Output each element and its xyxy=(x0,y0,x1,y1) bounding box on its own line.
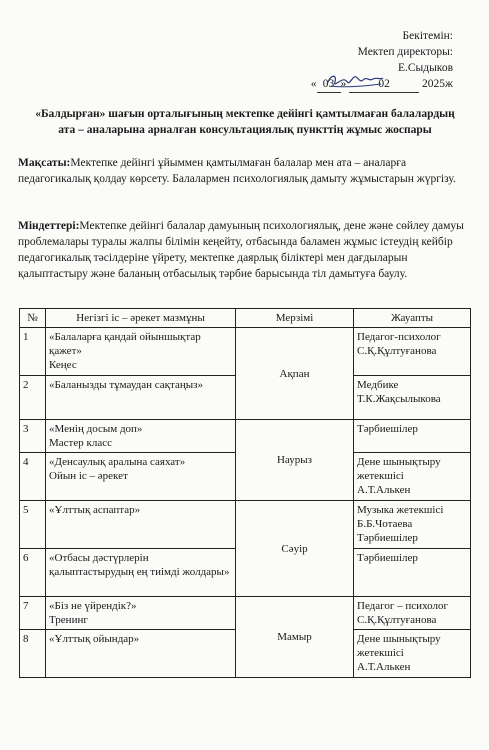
table-row xyxy=(20,501,471,549)
table-row xyxy=(20,420,471,453)
row-content: «Баланызды тұмаудан сақтаңыз» xyxy=(46,376,236,420)
row-period: Сәуір xyxy=(236,501,354,597)
table-row xyxy=(20,328,471,376)
row-num: 2 xyxy=(20,376,46,420)
row-content: «Балаларға қандай ойыншықтар қажет» Кеңес xyxy=(46,328,236,376)
row-content: «Менің досым доп» Мастер класс xyxy=(46,420,236,453)
row-period: Наурыз xyxy=(236,420,354,501)
row-num: 7 xyxy=(20,597,46,630)
row-num: 3 xyxy=(20,420,46,453)
header-num: № xyxy=(20,309,46,328)
signature-image xyxy=(325,70,385,92)
row-num: 6 xyxy=(20,549,46,597)
date-month: 02 xyxy=(349,76,419,93)
date-day: 03 xyxy=(317,76,341,93)
director-name: Е.Сыдыков xyxy=(397,62,453,74)
tasks-label: Міндеттері: xyxy=(18,220,80,232)
header-content: Негізгі іс – әрекет мазмұны xyxy=(46,309,236,328)
director-title: Мектеп директоры: xyxy=(357,46,453,58)
row-responsible: Тәрбиешілер xyxy=(354,549,471,597)
header-period: Мерзімі xyxy=(236,309,354,328)
title-line-1: «Балдырған» шағын орталығының мектепке дейінгі қамтылмаған балалардың xyxy=(35,108,455,120)
row-responsible: Тәрбиешілер xyxy=(354,420,471,453)
work-plan-table xyxy=(19,308,471,678)
row-responsible: Медбике Т.К.Жақсылыкова xyxy=(354,376,471,420)
title-line-2: ата – аналарына арналған консультациялық пункттің жұмыс жоспары xyxy=(58,124,432,136)
row-period: Ақпан xyxy=(236,328,354,420)
tasks-text: Мектепке дейінгі балалар дамуының психологиялық, дене және сөйлеу дамуы проблемалары туралы жалпы білімін кеңейту, отбасында баламен жұмыс істеудің кейбір педагогикалық тәсілдеріне үйрету, мектепке даярлық біліктері мен дағдыларын қалыптастыру және баланың отбасылық тәрбие барысында тіл дамытуға баулу. xyxy=(18,220,464,280)
table-header-row xyxy=(20,309,471,328)
row-content: «Біз не үйрендік?» Тренинг xyxy=(46,597,236,630)
row-content: «Отбасы дәстүрлерін қалыптастырудың ең тиімді жолдары» xyxy=(46,549,236,597)
row-num: 1 xyxy=(20,328,46,376)
row-num: 4 xyxy=(20,453,46,501)
table-row xyxy=(20,597,471,630)
row-responsible: Музыка жетекшісі Б.Б.Чотаева Тәрбиешілер xyxy=(354,501,471,549)
tasks-paragraph xyxy=(18,218,473,282)
document-title xyxy=(18,106,472,138)
row-responsible: Педагог-психолог С.Қ.Құлтуғанова xyxy=(354,328,471,376)
row-num: 8 xyxy=(20,630,46,678)
row-content: «Денсаулық аралына саяхат» Ойын іс – әрекет xyxy=(46,453,236,501)
row-num: 5 xyxy=(20,501,46,549)
row-responsible: Дене шынықтыру жетекшісі А.Т.Алькен xyxy=(354,630,471,678)
header-responsible: Жауапты xyxy=(354,309,471,328)
goal-label: Мақсаты: xyxy=(18,157,71,169)
goal-paragraph xyxy=(18,155,473,187)
row-responsible: Педагог – психолог С.Қ.Құлтуғанова xyxy=(354,597,471,630)
row-content: «Ұлттық ойындар» xyxy=(46,630,236,678)
goal-text: Мектепке дейінгі ұйыммен қамтылмаған балалар мен ата – аналарға педагогикалық қолдау көрсету. Балалармен психологиялық дамыту жұмыстарын жүргізу. xyxy=(18,157,456,185)
approval-date: « 03 » 02 2025ж xyxy=(311,76,453,93)
row-responsible: Дене шынықтыру жетекшісі А.Т.Алькен xyxy=(354,453,471,501)
approval-label: Бекітемін: xyxy=(402,30,453,42)
row-period: Мамыр xyxy=(236,597,354,678)
date-year: 2025ж xyxy=(422,78,453,90)
row-content: «Ұлттық аспаптар» xyxy=(46,501,236,549)
